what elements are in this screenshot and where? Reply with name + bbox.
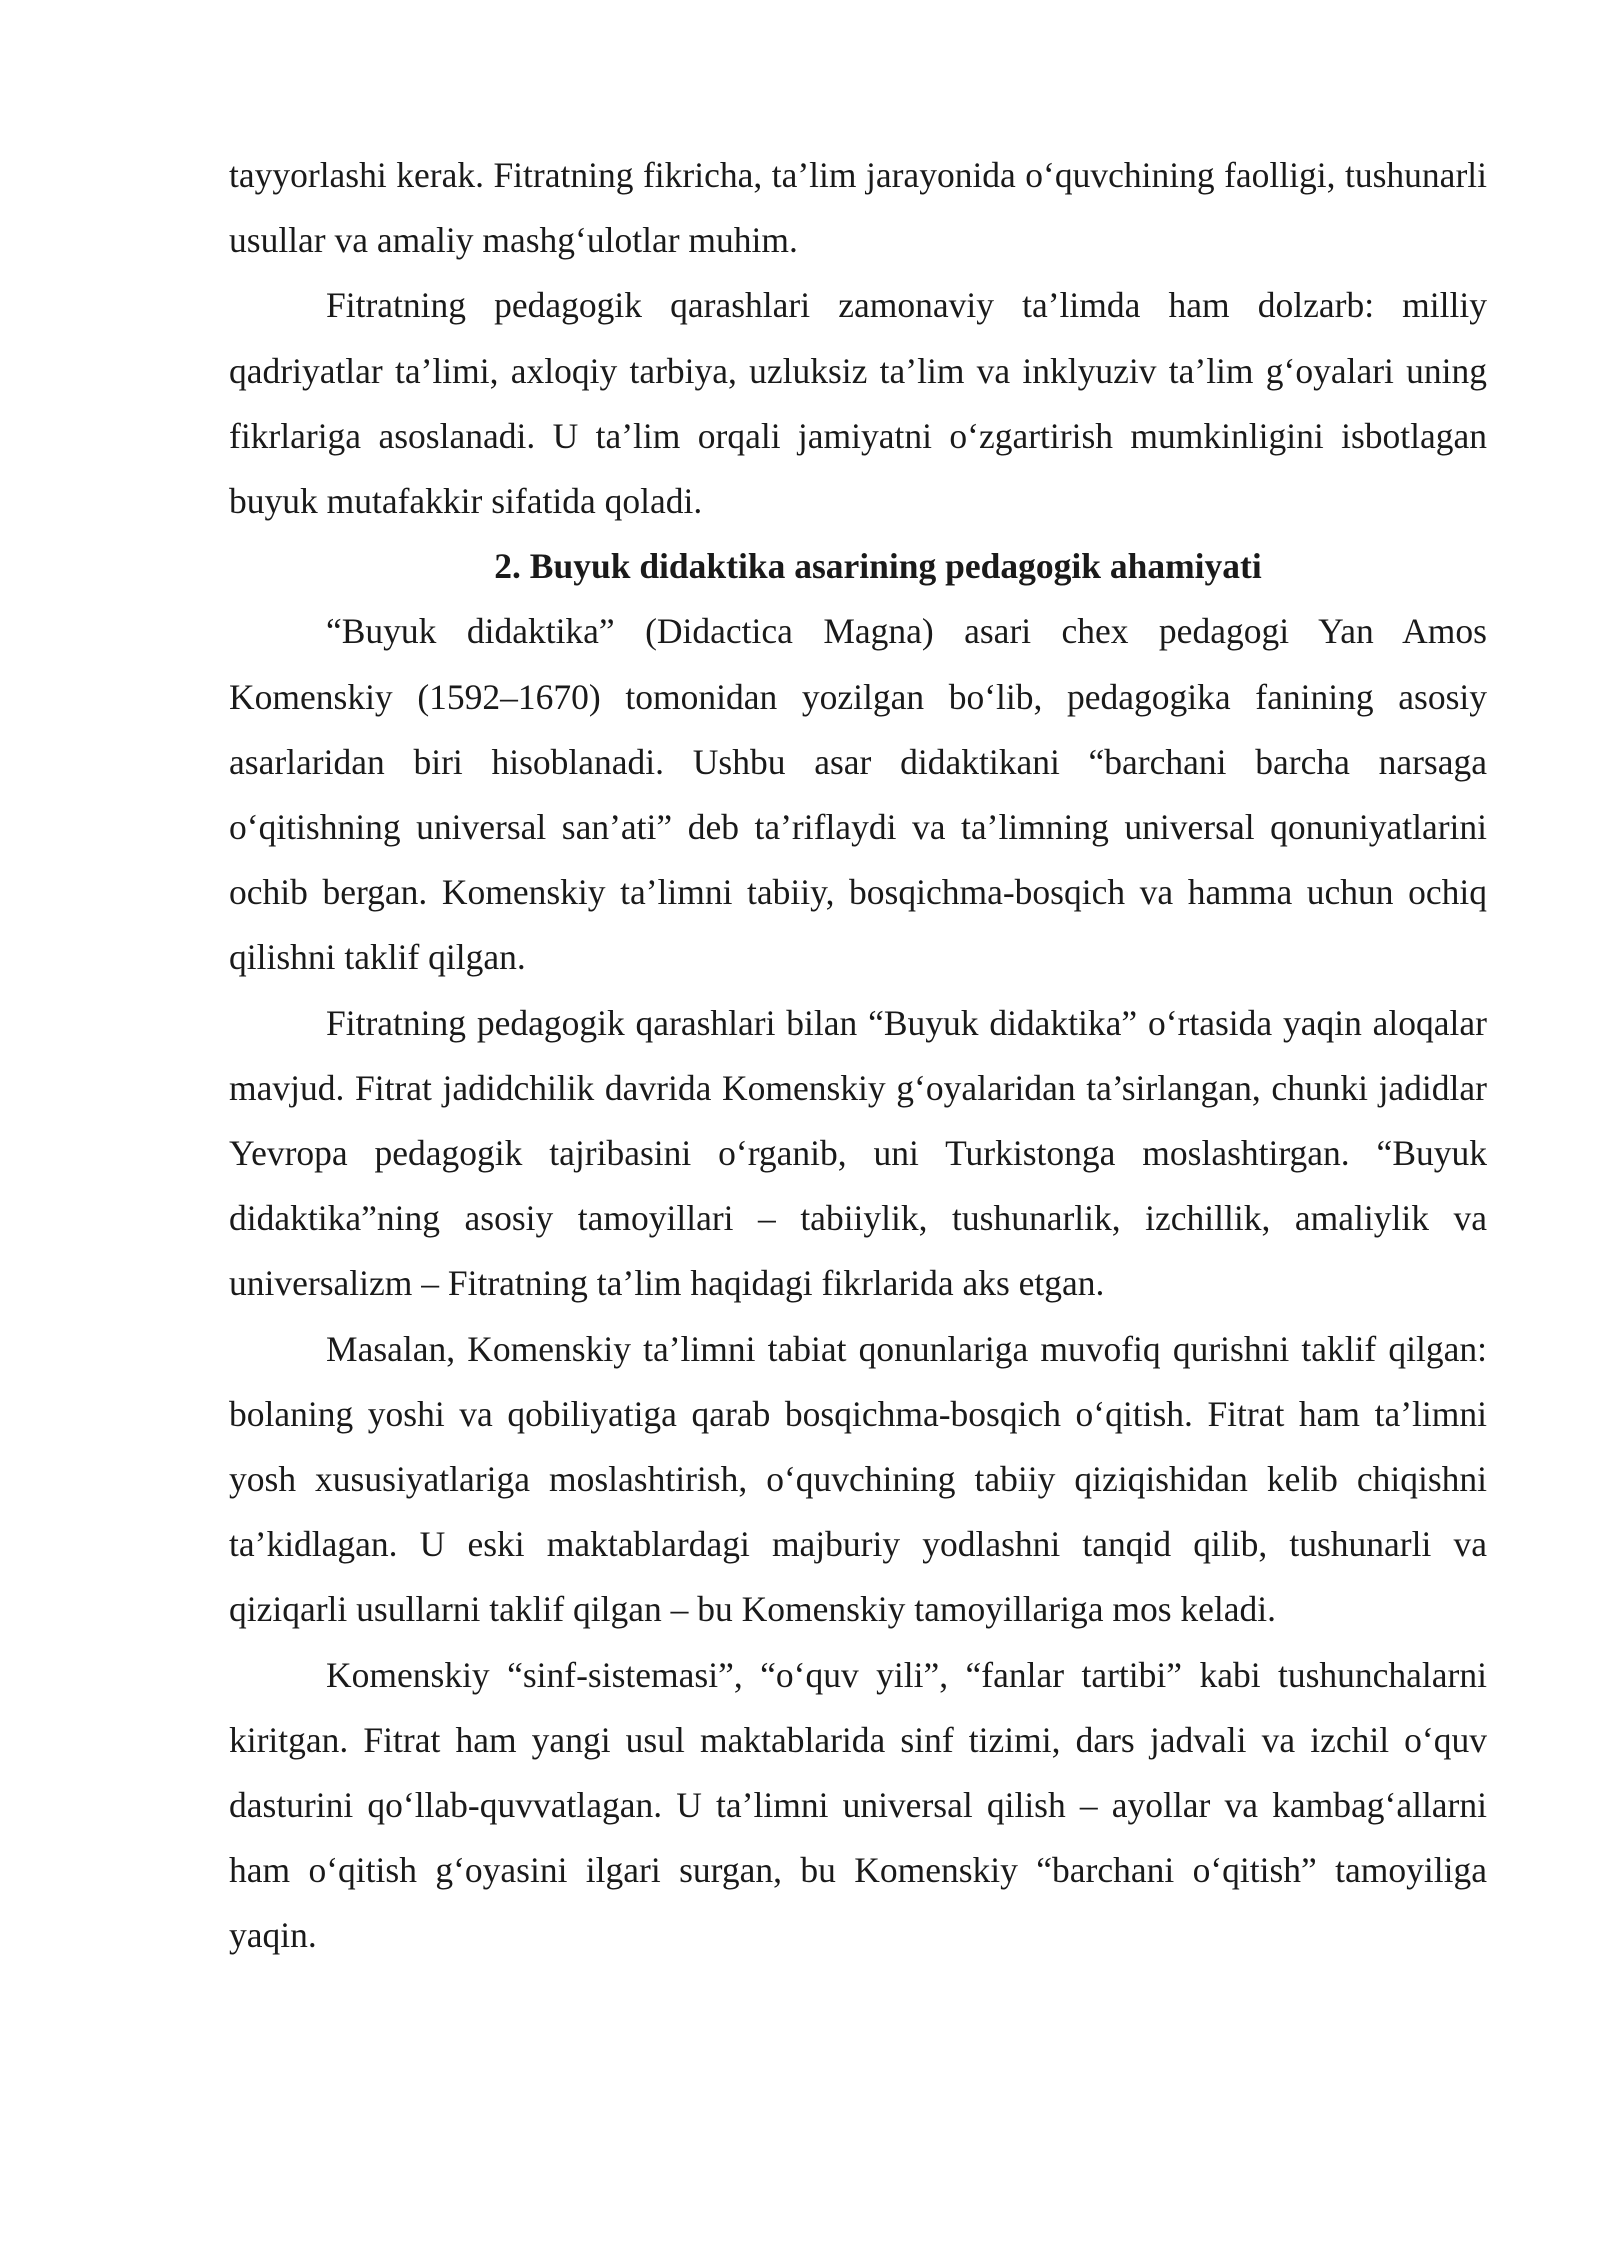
paragraph: Fitratning pedagogik qarashlari zamonaviy ta’limda ham dolzarb: milliy qadriyatlar ta’limi, axloqiy tarbiya, uzluksiz ta’lim va inklyuziv ta’lim g‘oyalari uning fikrlariga asoslanadi. U ta’lim orqali jamiyatni o‘zgartirish mumkinligini isbotlagan buyuk mutafakkir sifatida qoladi. <box>229 285 1487 522</box>
paragraph-continuation: tayyorlashi kerak. Fitratning fikricha, ta’lim jarayonida o‘quvchining faolligi, tushunarli usullar va amaliy mashg‘ulotlar muhim. <box>229 155 1487 261</box>
paragraph: “Buyuk didaktika” (Didactica Magna) asari chex pedagogi Yan Amos Komenskiy (1592–1670) tomonidan yozilgan bo‘lib, pedagogika fanining asosiy asarlaridan biri hisoblanadi. Ushbu asar didaktikani “barchani barcha narsaga o‘qitishning universal san’ati” deb ta’riflaydi va ta’limning universal qonuniyatlarini ochib bergan. Komenskiy ta’limni tabiiy, bosqichma-bosqich va hamma uchun ochiq qilishni taklif qilgan. <box>229 611 1487 978</box>
page-body <box>229 143 1487 1969</box>
section-heading: 2. Buyuk didaktika asarining pedagogik ahamiyati <box>494 546 1262 587</box>
paragraph: Masalan, Komenskiy ta’limni tabiat qonunlariga muvofiq qurishni taklif qilgan: bolaning yoshi va qobiliyatiga qarab bosqichma-bosqich o‘qitish. Fitrat ham ta’limni yosh xususiyatlariga moslashtirish, o‘quvchining tabiiy qiziqishidan kelib chiqishni ta’kidlagan. U eski maktablardagi majburiy yodlashni tanqid qilib, tushunarli va qiziqarli usullarni taklif qilgan – bu Komenskiy tamoyillariga mos keladi. <box>229 1328 1487 1630</box>
paragraph: Fitratning pedagogik qarashlari bilan “Buyuk didaktika” o‘rtasida yaqin aloqalar mavjud. Fitrat jadidchilik davrida Komenskiy g‘oyalaridan ta’sirlangan, chunki jadidlar Yevropa pedagogik tajribasini o‘rganib, uni Turkistonga moslashtirgan. “Buyuk didaktika”ning asosiy tamoyillari – tabiiylik, tushunarlik, izchillik, amaliylik va universalizm – Fitratning ta’lim haqidagi fikrlarida aks etgan. <box>229 1002 1487 1304</box>
paragraph: Komenskiy “sinf-sistemasi”, “o‘quv yili”, “fanlar tartibi” kabi tushunchalarni kiritgan. Fitrat ham yangi usul maktablarida sinf tizimi, dars jadvali va izchil o‘quv dasturini qo‘llab-quvvatlagan. U ta’limni universal qilish – ayollar va kambag‘allarni ham o‘qitish g‘oyasini ilgari surgan, bu Komenskiy “barchani o‘qitish” tamoyiliga yaqin. <box>229 1654 1487 1956</box>
